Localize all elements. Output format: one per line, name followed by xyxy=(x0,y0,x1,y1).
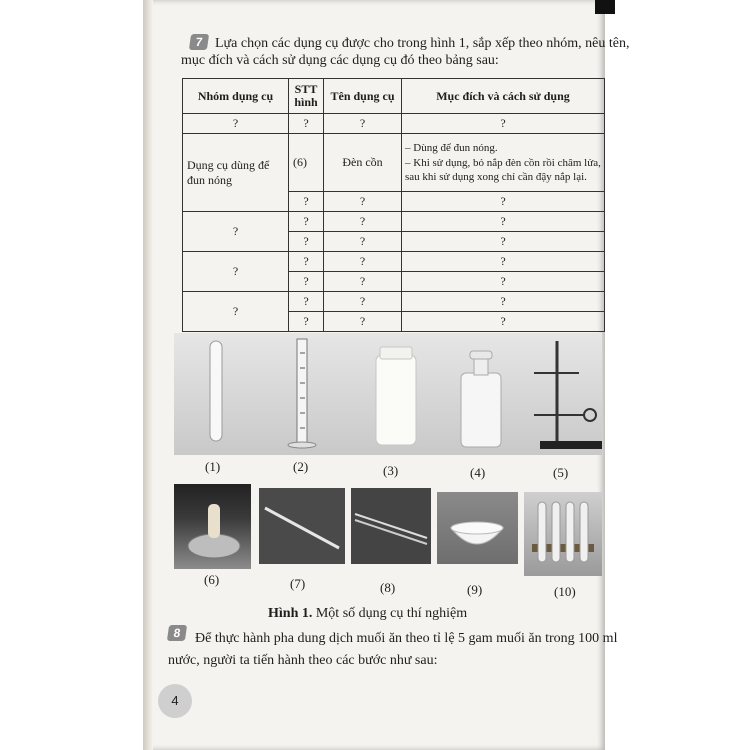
cell: ? xyxy=(402,192,605,212)
background-corner xyxy=(595,0,615,14)
cell: ? xyxy=(183,114,289,134)
cell: ? xyxy=(324,232,402,252)
cell: ? xyxy=(324,312,402,332)
cell: ? xyxy=(289,252,324,272)
cell: ? xyxy=(402,252,605,272)
cell: ? xyxy=(402,114,605,134)
group-cell: ? xyxy=(183,252,289,292)
cell: ? xyxy=(324,212,402,232)
cell: ? xyxy=(402,232,605,252)
cell: ? xyxy=(289,232,324,252)
header-purpose: Mục đích và cách sử dụng xyxy=(402,79,605,114)
question-7-badge: 7 xyxy=(189,34,209,50)
figure-label-9: (9) xyxy=(467,582,483,597)
burner-group-cell: Dụng cụ dùng để đun nóng xyxy=(183,134,289,212)
cell: ? xyxy=(289,114,324,134)
header-stt: STT hình xyxy=(289,79,324,114)
figure-label-7: (7) xyxy=(290,576,306,591)
alcohol-lamp-photo xyxy=(174,484,251,569)
figure-top-panel xyxy=(174,333,602,455)
question-7-text-line2: mục đích và cách sử dụng các dụng cụ đó theo bảng sau: xyxy=(181,53,499,68)
figure-label-1: (1) xyxy=(205,459,221,474)
graduated-cylinder-icon xyxy=(297,339,307,443)
cell: ? xyxy=(289,272,324,292)
burner-use-line1: – Dùng để đun nóng. xyxy=(405,142,498,154)
glass-tubes-photo xyxy=(351,488,431,564)
figure-label-2: (2) xyxy=(293,459,309,474)
test-tube-icon xyxy=(210,341,222,441)
burner-name-cell: Đèn cồn xyxy=(324,134,402,192)
figure-label-4: (4) xyxy=(470,465,486,480)
question-8-text-line1: Để thực hành pha dung dịch muối ăn theo tỉ lệ 5 gam muối ăn trong 100 ml xyxy=(195,631,618,646)
cell: ? xyxy=(402,292,605,312)
cell: ? xyxy=(289,192,324,212)
figure-caption-label: Hình 1. xyxy=(268,606,313,621)
header-name: Tên dụng cụ xyxy=(324,79,402,114)
group-cell: ? xyxy=(183,292,289,332)
plastic-bottle-icon xyxy=(376,355,416,445)
figure-label-5: (5) xyxy=(553,465,569,480)
reagent-bottle-icon xyxy=(461,373,501,447)
burner-use-cell xyxy=(402,134,605,192)
page-number: 4 xyxy=(158,684,192,718)
page-spine xyxy=(143,0,153,750)
figure-label-8: (8) xyxy=(380,580,396,595)
cell: ? xyxy=(402,272,605,292)
lab-equipment-top-illustration xyxy=(174,333,602,455)
cell: ? xyxy=(402,312,605,332)
burner-stt-cell: (6) xyxy=(289,134,324,192)
glass-rod-icon xyxy=(265,508,339,548)
question-8-badge: 8 xyxy=(167,625,187,641)
cell: ? xyxy=(289,292,324,312)
figure-label-3: (3) xyxy=(383,463,399,478)
glass-rod-photo xyxy=(259,488,345,564)
cell: ? xyxy=(289,312,324,332)
header-group: Nhóm dụng cụ xyxy=(183,79,289,114)
glass-tube-icon xyxy=(355,514,427,538)
cell: ? xyxy=(324,192,402,212)
group-cell: ? xyxy=(183,212,289,252)
figure-label-6: (6) xyxy=(204,572,220,587)
evaporating-dish-photo xyxy=(437,492,518,564)
cell: ? xyxy=(324,114,402,134)
test-tube-rack-photo xyxy=(524,492,602,576)
figure-caption-text: Một số dụng cụ thí nghiệm xyxy=(312,606,468,621)
cell: ? xyxy=(324,292,402,312)
question-7-text-line1: Lựa chọn các dụng cụ được cho trong hình 1, sắp xếp theo nhóm, nêu tên, xyxy=(215,36,630,51)
figure-caption xyxy=(268,606,467,622)
cell: ? xyxy=(324,252,402,272)
figure-label-10: (10) xyxy=(554,584,576,599)
cell: ? xyxy=(324,272,402,292)
question-8-text-line2: nước, người ta tiến hành theo các bước như sau: xyxy=(168,653,438,668)
cell: ? xyxy=(402,212,605,232)
equipment-table xyxy=(182,78,605,332)
cell: ? xyxy=(289,212,324,232)
burner-use-line2: – Khi sử dụng, bỏ nắp đèn cồn rồi châm lửa, sau khi sử dụng xong chỉ cần đậy nắp lại. xyxy=(405,157,601,183)
